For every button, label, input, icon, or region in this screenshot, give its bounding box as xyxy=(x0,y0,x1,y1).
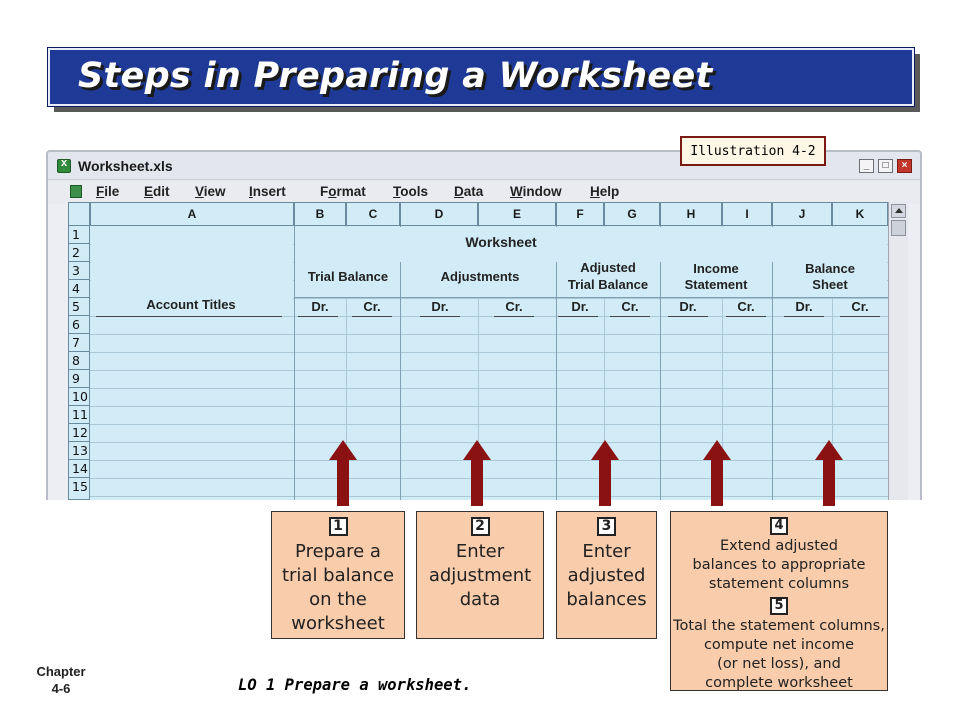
underline xyxy=(352,316,392,317)
step-box-1 xyxy=(271,511,405,639)
step-number: 2 xyxy=(471,517,490,536)
row-header[interactable]: 7 xyxy=(68,334,90,352)
close-icon[interactable]: × xyxy=(897,159,912,173)
row-header[interactable]: 8 xyxy=(68,352,90,370)
underline xyxy=(96,316,282,317)
step-text: Prepare a xyxy=(295,541,381,562)
menu-data[interactable]: Data xyxy=(454,184,484,199)
arrow-up-icon xyxy=(590,440,620,506)
worksheet-heading: Worksheet xyxy=(465,234,537,250)
step-text: (or net loss), and xyxy=(717,656,841,672)
row-header[interactable]: 14 xyxy=(68,460,90,478)
step-text: balances xyxy=(566,589,647,610)
credit-label: Cr. xyxy=(505,299,523,314)
row-header[interactable]: 15 xyxy=(68,478,90,500)
row-header[interactable]: 11 xyxy=(68,406,90,424)
step-number: 5 xyxy=(770,597,788,615)
scroll-up-icon[interactable] xyxy=(891,204,906,218)
underline xyxy=(420,316,460,317)
step-text: complete worksheet xyxy=(705,675,853,691)
step-number: 4 xyxy=(770,517,788,535)
row-header[interactable]: 9 xyxy=(68,370,90,388)
step-text: Enter xyxy=(582,541,631,562)
menu-window[interactable]: Window xyxy=(510,184,562,199)
menu-edit[interactable]: Edit xyxy=(144,184,170,199)
arrow-up-icon xyxy=(328,440,358,506)
learning-objective: LO 1 Prepare a worksheet. xyxy=(238,676,472,694)
underline xyxy=(668,316,708,317)
column-header-g[interactable]: G xyxy=(604,202,660,226)
arrow-up-icon xyxy=(702,440,732,506)
slide-title: Steps in Preparing a Worksheet xyxy=(78,56,713,96)
grid-line xyxy=(90,352,888,353)
section-balance-line1: Balance xyxy=(805,261,855,276)
step-text: data xyxy=(459,589,501,610)
select-all-corner[interactable] xyxy=(68,202,90,226)
step-number: 3 xyxy=(597,517,616,536)
illustration-label: Illustration 4-2 xyxy=(680,136,826,166)
step-box-2 xyxy=(416,511,544,639)
step-text: Extend adjusted xyxy=(719,538,839,554)
underline xyxy=(726,316,766,317)
menu-format[interactable]: Format xyxy=(320,184,366,199)
step-text: statement columns xyxy=(708,576,850,592)
credit-label: Cr. xyxy=(621,299,639,314)
menu-tools[interactable]: Tools xyxy=(393,184,429,199)
section-adjustments: Adjustments xyxy=(440,269,520,284)
section-income-line1: Income xyxy=(693,261,739,276)
row-header[interactable]: 12 xyxy=(68,424,90,442)
step-text: on the xyxy=(309,589,367,610)
column-header-b[interactable]: B xyxy=(294,202,346,226)
row-header[interactable]: 5 xyxy=(68,298,90,316)
excel-icon xyxy=(57,159,71,173)
underline xyxy=(298,316,338,317)
credit-label: Cr. xyxy=(737,299,755,314)
debit-label: Dr. xyxy=(795,299,813,314)
column-header-c[interactable]: C xyxy=(346,202,400,226)
column-header-d[interactable]: D xyxy=(400,202,478,226)
menu-insert[interactable]: Insert xyxy=(249,184,286,199)
column-header-f[interactable]: F xyxy=(556,202,604,226)
chapter-number: 4-6 xyxy=(51,681,71,696)
menu-file[interactable]: File xyxy=(96,184,120,199)
step-text: balances to appropriate xyxy=(692,557,866,573)
menu-help[interactable]: Help xyxy=(590,184,620,199)
step-text: compute net income xyxy=(703,637,855,653)
section-trial-balance: Trial Balance xyxy=(307,269,389,284)
column-header-e[interactable]: E xyxy=(478,202,556,226)
section-income-line2: Statement xyxy=(684,277,748,292)
document-icon[interactable] xyxy=(70,185,82,198)
row-header[interactable]: 1 xyxy=(68,226,90,244)
row-header[interactable]: 10 xyxy=(68,388,90,406)
chapter-text: Chapter xyxy=(36,664,86,679)
arrow-up-icon xyxy=(814,440,844,506)
step-text: trial balance xyxy=(281,565,395,586)
row-header[interactable]: 6 xyxy=(68,316,90,334)
minimize-icon[interactable]: _ xyxy=(859,159,874,173)
row-header[interactable]: 13 xyxy=(68,442,90,460)
grid-line xyxy=(90,334,888,335)
grid-line xyxy=(90,388,888,389)
step-text: adjustment xyxy=(428,565,532,586)
debit-label: Dr. xyxy=(431,299,449,314)
debit-label: Dr. xyxy=(571,299,589,314)
chapter-label xyxy=(26,663,96,697)
step-text: worksheet xyxy=(291,613,385,634)
step-text: Enter xyxy=(455,541,505,562)
grid-line xyxy=(90,370,888,371)
underline xyxy=(494,316,534,317)
step-box-3 xyxy=(556,511,657,639)
column-header-j[interactable]: J xyxy=(772,202,832,226)
underline xyxy=(610,316,650,317)
title-banner xyxy=(48,48,914,106)
arrow-up-icon xyxy=(462,440,492,506)
menu-bar xyxy=(48,180,920,204)
underline xyxy=(558,316,598,317)
section-adjusted-line2: Trial Balance xyxy=(567,277,649,292)
menu-view[interactable]: View xyxy=(195,184,226,199)
grid-line xyxy=(294,297,888,298)
grid-line xyxy=(400,262,401,297)
credit-label: Cr. xyxy=(851,299,869,314)
row-header[interactable]: 3 xyxy=(68,262,90,280)
restore-icon[interactable]: □ xyxy=(878,159,893,173)
step-number: 1 xyxy=(329,517,348,536)
grid-line xyxy=(90,424,888,425)
column-header-k[interactable]: K xyxy=(832,202,888,226)
underline xyxy=(784,316,824,317)
scroll-thumb[interactable] xyxy=(891,220,906,236)
window-title: Worksheet.xls xyxy=(78,158,173,174)
section-balance-line2: Sheet xyxy=(812,277,848,292)
row-header[interactable]: 2 xyxy=(68,244,90,262)
vertical-scrollbar[interactable] xyxy=(888,202,908,500)
column-header-h[interactable]: H xyxy=(660,202,722,226)
row-header[interactable]: 4 xyxy=(68,280,90,298)
credit-label: Cr. xyxy=(363,299,381,314)
column-header-i[interactable]: I xyxy=(722,202,772,226)
debit-label: Dr. xyxy=(679,299,697,314)
step-box-4-5 xyxy=(670,511,888,691)
step-text: adjusted xyxy=(567,565,646,586)
debit-label: Dr. xyxy=(311,299,329,314)
grid-line xyxy=(90,406,888,407)
column-header-a[interactable]: A xyxy=(90,202,294,226)
section-adjusted-line1: Adjusted xyxy=(580,260,636,275)
underline xyxy=(840,316,880,317)
account-titles-label: Account Titles xyxy=(146,297,236,312)
step-text: Total the statement columns, xyxy=(673,618,885,634)
